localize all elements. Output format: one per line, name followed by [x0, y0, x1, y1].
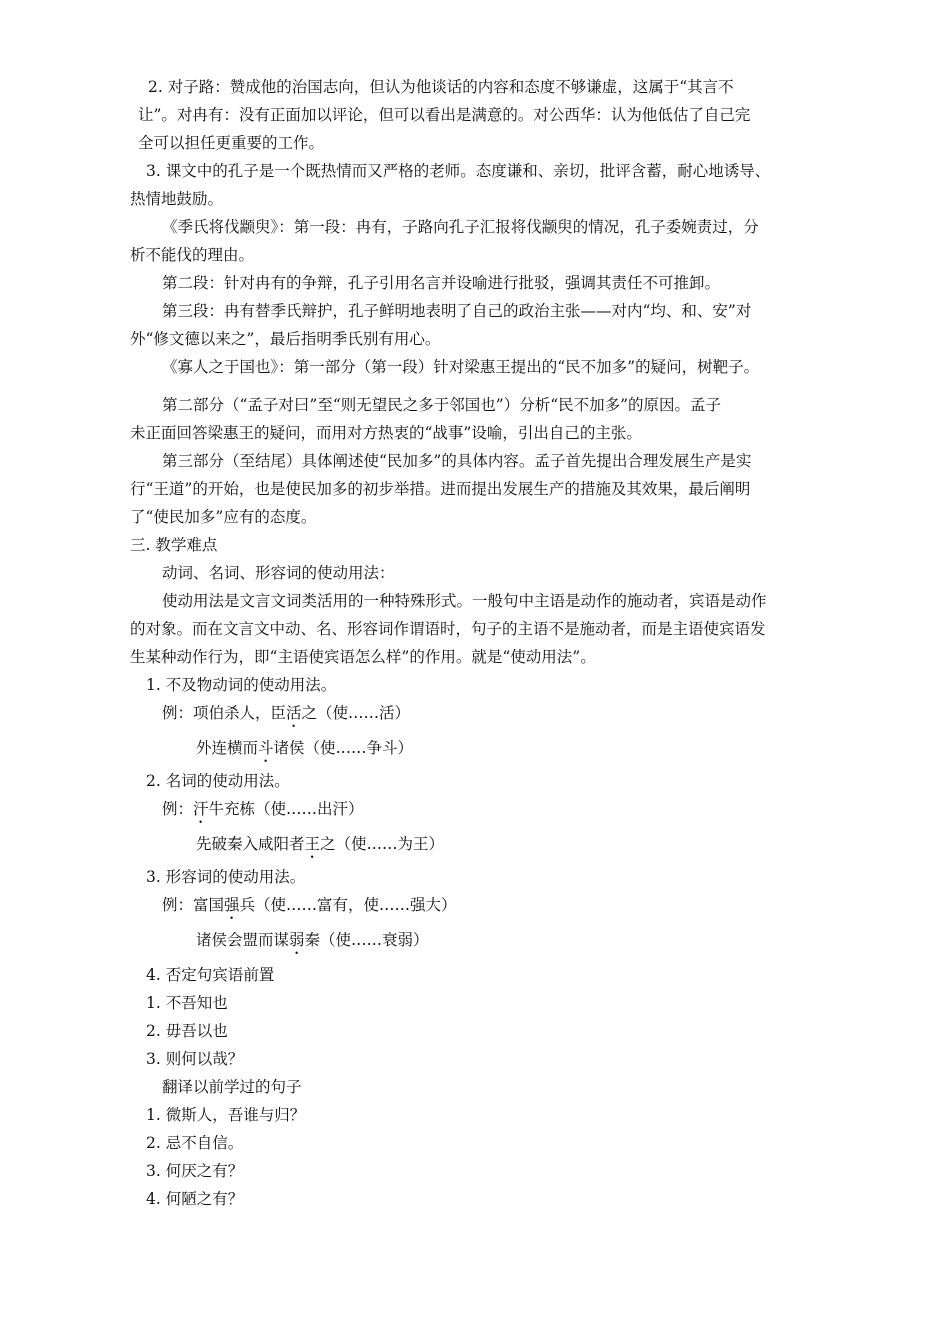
text-line: 《季氏将伐颛臾》：第一段：冉有，子路向孔子汇报将伐颛臾的情况，孔子委婉责过，分	[162, 218, 759, 236]
list-item: 2. 忌不自信。	[146, 1134, 244, 1152]
text-line: 使动用法是文言文词类活用的一种特殊形式。一般句中主语是动作的施动者，宾语是动作	[162, 592, 767, 610]
emphasized-char: 弱	[289, 931, 305, 949]
emphasized-char: 强	[224, 896, 240, 914]
text-line: 的对象。而在文言文中动、名、形容词作谓语时，句子的主语不是施动者，而是主语使宾语发	[130, 620, 766, 638]
text-line: 翻译以前学过的句子	[162, 1078, 302, 1096]
example-line: 例：富国强兵（使……富有，使……强大）	[162, 896, 457, 914]
example-line: 先破秦入咸阳者王之（使……为王）	[196, 835, 445, 853]
text-line: 热情地鼓励。	[130, 190, 224, 208]
text-line: 3. 课文中的孔子是一个既热情而又严格的老师。态度谦和、亲切，批评含蓄，耐心地诱导、	[146, 162, 771, 180]
text-line: 全可以担任更重要的工作。	[138, 134, 325, 152]
section-heading: 三. 教学难点	[130, 536, 218, 554]
text-line: 未正面回答梁惠王的疑问，而用对方热衷的“战事”设喻，引出自己的主张。	[130, 424, 642, 442]
example-line: 例：汗牛充栋（使……出汗）	[162, 800, 364, 818]
text-line: 了“使民加多”应有的态度。	[130, 508, 317, 526]
text-line: 《寡人之于国也》：第一部分（第一段）针对梁惠王提出的“民不加多”的疑问，树靶子。	[162, 358, 760, 376]
text-line: 生某种动作行为，即“主语使宾语怎么样”的作用。就是“使动用法”。	[130, 648, 596, 666]
text-line: 让”。对冉有：没有正面加以评论，但可以看出是满意的。对公西华：认为他低估了自己完	[138, 106, 751, 124]
emphasized-char: 斗	[258, 739, 274, 757]
text-line: 第二段：针对冉有的争辩，孔子引用名言并设喻进行批驳，强调其责任不可推卸。	[162, 274, 721, 292]
list-item: 1. 不吾知也	[146, 994, 228, 1012]
text-line: 外“修文德以来之”，最后指明季氏别有用心。	[130, 330, 441, 348]
text-line: 第三段：冉有替季氏辩护，孔子鲜明地表明了自己的政治主张——对内“均、和、安”对	[162, 302, 752, 320]
list-item: 4. 何陋之有？	[146, 1190, 244, 1208]
example-line: 诸侯会盟而谋弱秦（使……衰弱）	[196, 931, 429, 949]
emphasized-char: 王	[304, 835, 321, 853]
list-item: 1. 微斯人，吾谁与归？	[146, 1106, 306, 1124]
list-item: 3. 何厌之有？	[146, 1162, 244, 1180]
emphasized-char: 汗	[193, 800, 209, 818]
list-item: 2. 毋吾以也	[146, 1022, 228, 1040]
text-line: 析不能伐的理由。	[130, 246, 255, 264]
emphasized-char: 活	[286, 704, 302, 722]
example-line: 例：项伯杀人，臣活之（使……活）	[162, 704, 411, 722]
list-item: 4. 否定句宾语前置	[146, 966, 275, 984]
text-line: 第二部分（“孟子对曰”至“则无望民之多于邻国也”）分析“民不加多”的原因。孟子	[162, 396, 722, 414]
example-line: 外连横而斗诸侯（使……争斗）	[196, 739, 414, 757]
list-item: 3. 形容词的使动用法。	[146, 868, 306, 886]
text-line: 2. 对子路：赞成他的治国志向，但认为他谈话的内容和态度不够谦虚，这属于“其言不	[148, 78, 734, 96]
text-line: 行“王道”的开始，也是使民加多的初步举措。进而提出发展生产的措施及其效果，最后阐明	[130, 480, 751, 498]
list-item: 3. 则何以哉？	[146, 1050, 244, 1068]
list-item: 1. 不及物动词的使动用法。	[146, 676, 337, 694]
text-line: 动词、名词、形容词的使动用法：	[162, 564, 395, 582]
text-line: 第三部分（至结尾）具体阐述使“民加多”的具体内容。孟子首先提出合理发展生产是实	[162, 452, 752, 470]
list-item: 2. 名词的使动用法。	[146, 772, 290, 790]
